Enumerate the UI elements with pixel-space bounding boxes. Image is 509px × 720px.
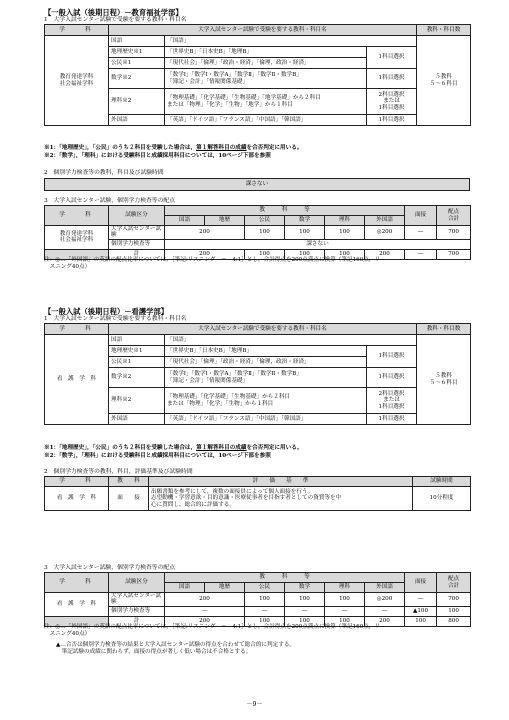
table1-caption: 1 大学入試センター試験で受験を要する教科・科目名	[44, 17, 187, 23]
col-chireki: 地歴	[205, 583, 245, 593]
content-rika: 「物理基礎」「化学基礎」「生物基礎」から２科目 または「物理」「化学」「生物」から１科目	[165, 388, 367, 414]
cell-gaikokugo: 200	[365, 616, 405, 626]
col-header-subjects: 大学入試センター試験で受験を要する教科・科目名	[109, 324, 417, 335]
content-sugaku: 「数学Ⅰ」「数学Ⅰ・数学A」「数学Ⅱ」「数学Ⅱ・数学B」 「簿記・会計」「情報関係基礎」	[165, 368, 367, 388]
content-chireki: 「世界史B」「日本史B」「地理B」	[165, 346, 367, 357]
select-gaikokugo: 1科目選択	[367, 414, 417, 425]
cell-total: 700	[437, 226, 471, 240]
page-number: －9－	[246, 701, 263, 708]
cell-komin: 100	[245, 616, 285, 626]
not-required-cell: 課さない	[45, 179, 470, 191]
col-komin: 公民	[245, 216, 285, 226]
cell-interview: ―	[405, 593, 437, 607]
interview-header-criteria: 評 価 基 準	[149, 477, 413, 487]
content-rika: 「物理基礎」「化学基礎」「生物基礎」「地学基礎」から２科目 または「物理」「化学」「生物」「地学」から１科目	[165, 89, 367, 115]
col-rika: 理科	[325, 583, 365, 593]
cell-sugaku: 100	[285, 249, 325, 259]
dept-cell: 看 護 学 科	[45, 335, 109, 425]
subject-komin: 公民※1	[109, 58, 165, 69]
select-rika: 2科目選択 または 1科目選択	[367, 388, 417, 414]
interview-header-time: 試験時間	[413, 477, 471, 487]
score-header-kyoka: 教 科 等	[165, 206, 405, 216]
score-header-total: 配点 合計	[437, 206, 471, 226]
col-header-subjects: 大学入試センター試験で受験を要する教科・科目名	[109, 25, 417, 36]
triangle-note: ▲…合否は個別学力検査等の結果と大学入試センター試験の得点を合わせて総合的に判定する。 筆記試験の成績に関わらず，面接の得点が著しく低い場合は不合格とする。	[56, 642, 296, 656]
note1-nursing: ※1：「地理歴史」，「公民」のうち２科目を受験した場合は，第１解答科目の成績を合否判定に用いる。	[44, 445, 303, 451]
cell-rika: 100	[325, 249, 365, 259]
cell-gaikokugo: ◎200	[365, 593, 405, 607]
subject-sugaku: 数学※2	[109, 69, 165, 89]
interview-header-dept: 学 科	[45, 477, 109, 487]
subject-rika: 理科※2	[109, 89, 165, 115]
subject-chireki: 地理歴史※1	[109, 47, 165, 58]
cell-rika: 100	[325, 616, 365, 626]
col-header-count: 教科・科目数	[417, 324, 471, 335]
subject-sugaku: 数学※2	[109, 368, 165, 388]
cell-gaikokugo: 200	[365, 249, 405, 259]
subject-gaikokugo: 外国語	[109, 414, 165, 425]
col-header-dept: 学 科	[45, 324, 109, 335]
col-sugaku: 数学	[285, 216, 325, 226]
cell-gaikokugo: ◎200	[365, 226, 405, 240]
score-header-dept: 学 科	[45, 206, 109, 226]
col-komin: 公民	[245, 583, 285, 593]
subject-kokugo: 国語	[109, 335, 165, 346]
cell-interview: ▲100	[405, 606, 437, 616]
cell-interview: ―	[405, 249, 437, 259]
score-dept-cell: 教育発達学科 社会福祉学科	[45, 226, 109, 250]
count-cell: ５教科 ５〜６科目	[417, 36, 471, 126]
cell-gaikokugo: ―	[365, 606, 405, 616]
count-cell: ５教科 ５〜６科目	[417, 335, 471, 425]
cell-interview: 100	[405, 616, 437, 626]
score-dept-cell: 看 護 学 科	[45, 593, 109, 617]
cell-komin: 100	[245, 226, 285, 240]
select-chireki-komin: 1科目選択	[367, 47, 417, 69]
score-note-education: 注：◎…「外国語」の英語の配点比率については，［筆記:リスニング ＝ 4:1］とし，合計得点を200点満点に換算（筆記160点，リ スニング40点）	[44, 257, 381, 271]
row-label-total: 計	[109, 249, 165, 259]
table2-caption-education: 2 個別学力検査等の教科，科目及び試験時間	[44, 170, 164, 176]
content-gaikokugo: 「英語」「ドイツ語」「フランス語」「中国語」「韓国語」	[165, 414, 367, 425]
interview-table-nursing	[44, 476, 470, 511]
col-kokugo: 国語	[165, 216, 205, 226]
cell-total: 700	[437, 249, 471, 259]
cell-kokugo: 200	[165, 249, 245, 259]
cell-sugaku: 100	[285, 226, 325, 240]
cell-sugaku: 100	[285, 616, 325, 626]
section-heading-education: 【一般入試（後期日程）－教育福祉学部】	[44, 8, 183, 17]
select-gaikokugo: 1科目選択	[367, 115, 417, 126]
select-sugaku: 1科目選択	[367, 368, 417, 388]
cell-komin: 100	[245, 249, 285, 259]
cell-kokugo: 200	[165, 593, 245, 607]
table2-caption-nursing: 2 個別学力検査等の教科，科目，評価基準及び試験時間	[44, 469, 193, 475]
interview-kyoka-cell: 面 接	[109, 487, 149, 511]
cell-kokugo: 200	[165, 226, 245, 240]
cell-total: 800	[437, 616, 471, 626]
row-label-kobetsu: 個別学力検査等	[109, 239, 165, 249]
scores-table-education	[44, 205, 470, 260]
interview-time-cell: 10分程度	[413, 487, 471, 511]
score-header-dept: 学 科	[45, 573, 109, 593]
subjects-table-education	[44, 24, 470, 126]
note1-education: ※1：「地理歴史」，「公民」のうち２科目を受験した場合は，第１解答科目の成績を合否判定に用いる。	[44, 145, 303, 151]
content-kokugo: 「国語」	[165, 36, 417, 47]
col-gaikokugo: 外国語	[365, 216, 405, 226]
cell-kokugo: ―	[165, 606, 245, 616]
cell-interview: ―	[405, 226, 437, 240]
score-header-kubun: 試験区分	[109, 206, 165, 226]
table3-caption-education: 3 大学入試センター試験，個別学力検査等の配点	[44, 198, 175, 204]
interview-dept-cell: 看 護 学 科	[45, 487, 109, 511]
col-header-count: 教科・科目数	[417, 25, 471, 36]
note2-education: ※2：「数学」，「理科」における受験科目と成績採用科目については，10ページ下部を参照	[44, 153, 271, 159]
row-label-kobetsu: 個別学力検査等	[109, 606, 165, 616]
note2-nursing: ※2：「数学」，「理科」における受験科目と成績採用科目については，10ページ下部を参照	[44, 453, 271, 459]
content-komin: 「現代社会」「倫理」「政治・経済」「倫理，政治・経済」	[165, 357, 367, 368]
subject-komin: 公民※1	[109, 357, 165, 368]
cell-komin: ―	[245, 606, 285, 616]
cell-total: 700	[437, 593, 471, 607]
select-chireki-komin: 1科目選択	[367, 346, 417, 368]
cell-komin: 100	[245, 593, 285, 607]
dept-cell: 教育発達学科 社会福祉学科	[45, 36, 109, 126]
cell-not-required: 課さない	[165, 239, 471, 249]
row-label-total: 計	[109, 616, 165, 626]
cell-rika: 100	[325, 593, 365, 607]
scores-table-nursing	[44, 572, 470, 627]
interview-criteria-cell: 出願書類を参考にして，複数の面接員によって個人面接を行う。 志望動機・学習意欲・目的意識・医療従事者を目指す者としての資質等を中 心に質問し，総合的に評価する。	[149, 487, 413, 511]
row-label-center: 大学入試センター試験	[109, 226, 165, 240]
select-rika: 2科目選択 または 1科目選択	[367, 89, 417, 115]
col-gaikokugo: 外国語	[365, 583, 405, 593]
content-sugaku: 「数学Ⅰ」「数学Ⅰ・数学A」「数学Ⅱ」「数学Ⅱ・数学B」 「簿記・会計」「情報関係基礎」	[165, 69, 367, 89]
cell-total: 100	[437, 606, 471, 616]
col-kokugo: 国語	[165, 583, 205, 593]
content-chireki: 「世界史B」「日本史B」「地理B」	[165, 47, 367, 58]
cell-rika: 100	[325, 226, 365, 240]
col-chireki: 地歴	[205, 216, 245, 226]
col-sugaku: 数学	[285, 583, 325, 593]
cell-rika: ―	[325, 606, 365, 616]
subject-rika: 理科※2	[109, 388, 165, 414]
score-header-total: 配点 合計	[437, 573, 471, 593]
subjects-table-nursing	[44, 323, 470, 425]
exam-table-education	[44, 178, 470, 191]
score-note-nursing: 注：◎…「外国語」の英語の配点比率については，［筆記:リスニング ＝ 4:1］とし，合計得点を200点満点に換算（筆記160点，リ スニング40点）	[44, 624, 381, 638]
col-rika: 理科	[325, 216, 365, 226]
subject-kokugo: 国語	[109, 36, 165, 47]
cell-sugaku: ―	[285, 606, 325, 616]
table1-caption-nursing: 1 大学入試センター試験で受験を要する教科・科目名	[44, 316, 187, 322]
table3-caption-nursing: 3 大学入試センター試験，個別学力検査等の配点	[44, 565, 175, 571]
content-komin: 「現代社会」「倫理」「政治・経済」「倫理，政治・経済」	[165, 58, 367, 69]
interview-header-kyoka: 教 科	[109, 477, 149, 487]
cell-sugaku: 100	[285, 593, 325, 607]
content-gaikokugo: 「英語」「ドイツ語」「フランス語」「中国語」「韓国語」	[165, 115, 367, 126]
content-kokugo: 「国語」	[165, 335, 417, 346]
score-header-kubun: 試験区分	[109, 573, 165, 593]
section-heading-nursing: 【一般入試（後期日程）－看護学部】	[44, 307, 169, 316]
score-header-interview: 面接	[405, 573, 437, 593]
score-header-kyoka: 教 科 等	[165, 573, 405, 583]
score-header-interview: 面接	[405, 206, 437, 226]
subject-chireki: 地理歴史※1	[109, 346, 165, 357]
col-header-dept: 学 科	[45, 25, 109, 36]
select-sugaku: 1科目選択	[367, 69, 417, 89]
cell-kokugo: 200	[165, 616, 245, 626]
subject-gaikokugo: 外国語	[109, 115, 165, 126]
row-label-center: 大学入試センター試験	[109, 593, 165, 607]
